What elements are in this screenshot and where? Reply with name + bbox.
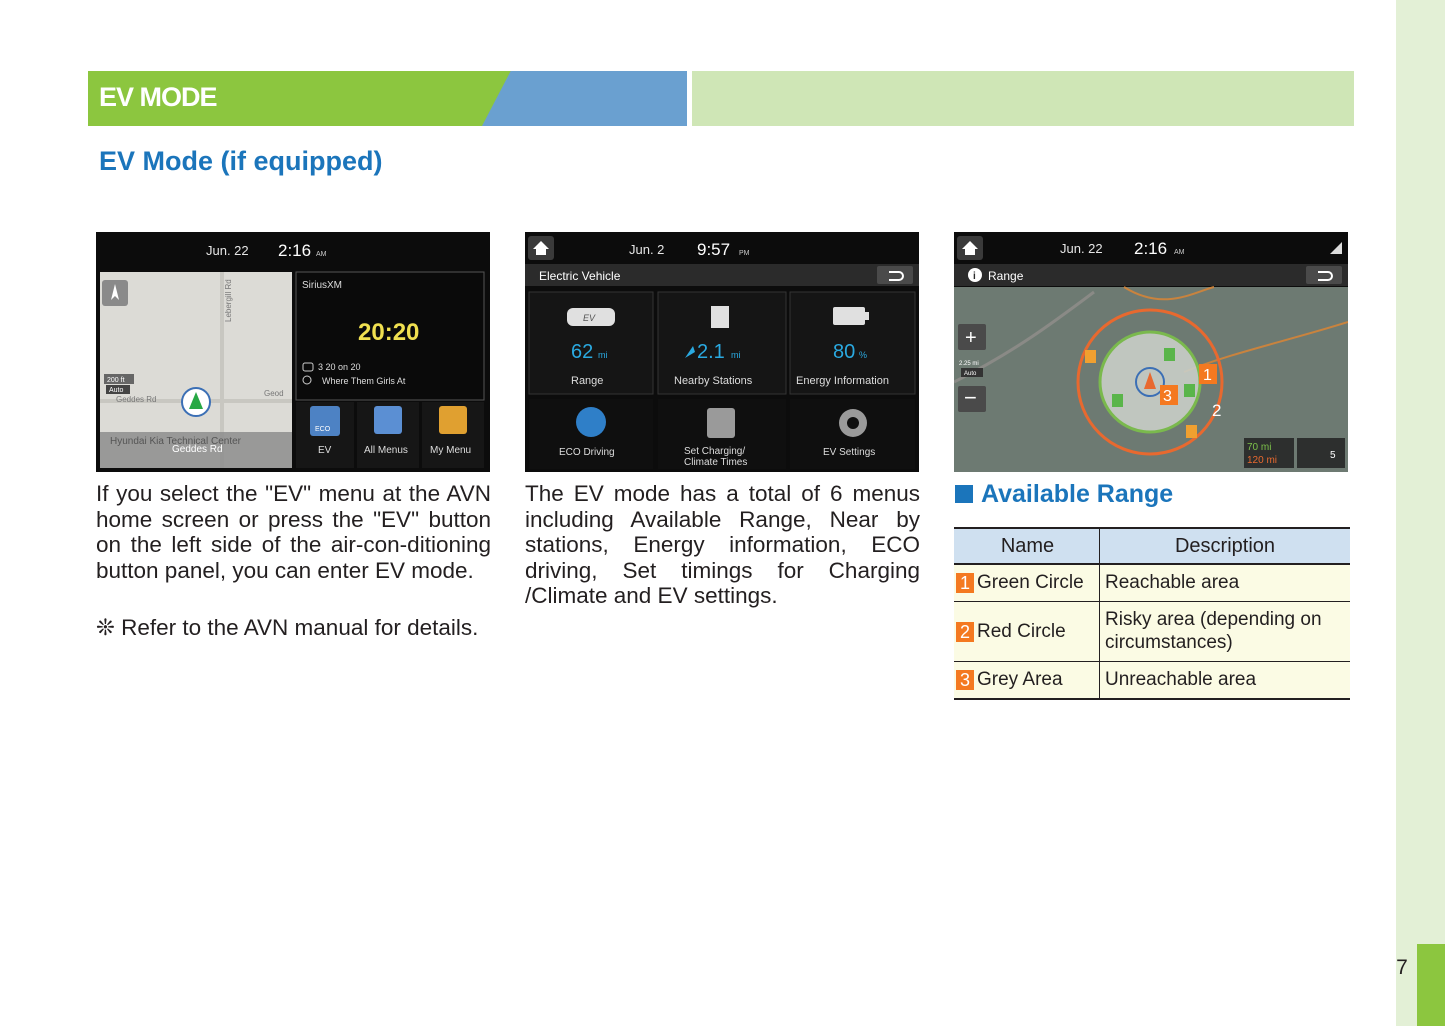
avn-home-screenshot xyxy=(96,232,490,472)
charging-station-marker xyxy=(1164,348,1175,361)
reach-green: 70 mi xyxy=(1247,442,1272,453)
folder-icon xyxy=(439,406,467,434)
map-auto-label: Auto xyxy=(109,387,124,394)
status-ampm: AM xyxy=(1174,249,1185,256)
scale-label: 2.25 mi xyxy=(959,361,979,367)
map-road-label: Lebergill Rd xyxy=(224,279,233,322)
status-ampm: AM xyxy=(316,251,327,258)
status-date: Jun. 22 xyxy=(206,243,249,258)
track-line-2: Where Them Girls At xyxy=(322,376,406,386)
stations-label: Nearby Stations xyxy=(674,375,753,387)
name-cell: 1 Green Circle xyxy=(954,564,1100,601)
charging-station-marker xyxy=(1184,384,1195,397)
row-number-badge: 3 xyxy=(956,670,974,690)
status-time: 2:16 xyxy=(278,241,312,260)
status-date: Jun. 2 xyxy=(629,242,665,257)
name-cell: 2 Red Circle xyxy=(954,601,1100,661)
auto-label: Auto xyxy=(964,371,977,377)
radio-channel: 20:20 xyxy=(358,319,420,346)
charging-station-marker xyxy=(1085,350,1096,363)
name-cell: 3 Grey Area xyxy=(954,661,1100,699)
eco-driving-label: ECO Driving xyxy=(559,447,615,458)
svg-text:−: − xyxy=(964,385,977,410)
my-menu-label: My Menu xyxy=(430,445,472,456)
status-date: Jun. 22 xyxy=(1060,241,1103,256)
page-margin-strip xyxy=(1396,0,1445,1026)
map-road-label: Geddes Rd xyxy=(116,395,157,404)
svg-text:2: 2 xyxy=(1212,401,1222,420)
description-cell: Reachable area xyxy=(1100,564,1351,601)
menu-title: Electric Vehicle xyxy=(539,269,621,283)
range-unit: mi xyxy=(598,350,608,360)
square-bullet-icon xyxy=(955,485,973,503)
ev-menu-screenshot xyxy=(525,232,919,472)
stations-value: 2.1 xyxy=(697,341,725,363)
battery-icon xyxy=(833,307,865,325)
map-road-label: Geod xyxy=(264,389,284,398)
grid-icon xyxy=(374,406,402,434)
note-text: Refer to the AVN manual for details. xyxy=(121,615,479,640)
current-road-label: Geddes Rd xyxy=(172,444,223,455)
description-cell: Unreachable area xyxy=(1100,661,1351,699)
ev-settings-label: EV Settings xyxy=(823,447,876,458)
track-line-1: 3 20 on 20 xyxy=(318,362,361,372)
description-cell: Risky area (depending on circumstances) xyxy=(1100,601,1351,661)
ev-menu-label: EV xyxy=(318,445,332,456)
charging-schedule-icon xyxy=(707,408,735,438)
available-range-table xyxy=(954,527,1350,700)
globe-icon xyxy=(576,407,606,437)
svg-text:i: i xyxy=(973,271,976,282)
volume-level: 5 xyxy=(1330,450,1336,461)
range-title: Range xyxy=(988,269,1024,283)
charging-station-marker xyxy=(1112,394,1123,407)
svg-text:3: 3 xyxy=(1163,388,1172,405)
row-number-badge: 1 xyxy=(956,573,974,593)
note xyxy=(96,615,496,641)
table-row xyxy=(954,661,1350,699)
row-number-badge: 2 xyxy=(956,622,974,642)
ev-icon-label: ECO xyxy=(315,426,331,433)
map-scale-label: 200 ft xyxy=(107,377,125,384)
all-menus-label: All Menus xyxy=(364,445,408,456)
back-icon[interactable] xyxy=(877,266,913,284)
status-time: 9:57 xyxy=(697,240,731,259)
mute-icon[interactable] xyxy=(1297,438,1345,468)
charging-station-marker xyxy=(1186,425,1197,438)
range-label: Range xyxy=(571,375,604,387)
page-number: 7 xyxy=(1396,956,1408,979)
header-band-blue xyxy=(482,71,687,126)
svg-text:1: 1 xyxy=(1203,367,1212,384)
status-time: 2:16 xyxy=(1134,239,1168,258)
stations-unit: mi xyxy=(731,350,741,360)
available-range-heading: Available Range xyxy=(955,480,1173,509)
column-header-name: Name xyxy=(954,528,1100,564)
status-ampm: PM xyxy=(739,250,750,257)
map-poi-label: Hyundai Kia Technical Center xyxy=(110,436,242,447)
range-value: 62 xyxy=(571,341,594,363)
range-map-screenshot xyxy=(954,232,1348,472)
section-title: EV Mode (if equipped) xyxy=(99,146,383,176)
table-row xyxy=(954,601,1350,661)
header-title: EV MODE xyxy=(99,82,217,112)
header-band-light xyxy=(692,71,1354,126)
paragraph-middle: The EV mode has a total of 6 menus including Available Range, Near by stations, Energy information, ECO driving, Set timings for Charging /Climate and EV settings. xyxy=(525,481,920,608)
energy-value: 80 xyxy=(833,341,856,363)
note-symbol: ❊ xyxy=(96,615,115,640)
column-header-description: Description xyxy=(1100,528,1351,564)
van-text: EV xyxy=(583,313,596,323)
energy-unit: % xyxy=(859,350,868,360)
page-tab xyxy=(1417,944,1445,1026)
svg-text:+: + xyxy=(965,327,977,349)
charging-label-2: Climate Times xyxy=(684,457,748,468)
charging-label-1: Set Charging/ xyxy=(684,446,746,457)
energy-label: Energy Information xyxy=(796,375,889,387)
charging-station-icon xyxy=(711,306,729,328)
paragraph-left: If you select the "EV" menu at the AVN home screen or press the "EV" button on the left side of the air-con-ditioning button panel, you can enter EV mode. xyxy=(96,481,491,583)
table-row xyxy=(954,564,1350,601)
back-icon[interactable] xyxy=(1306,266,1342,284)
radio-source: SiriusXM xyxy=(302,280,343,291)
reach-red: 120 mi xyxy=(1247,455,1278,466)
